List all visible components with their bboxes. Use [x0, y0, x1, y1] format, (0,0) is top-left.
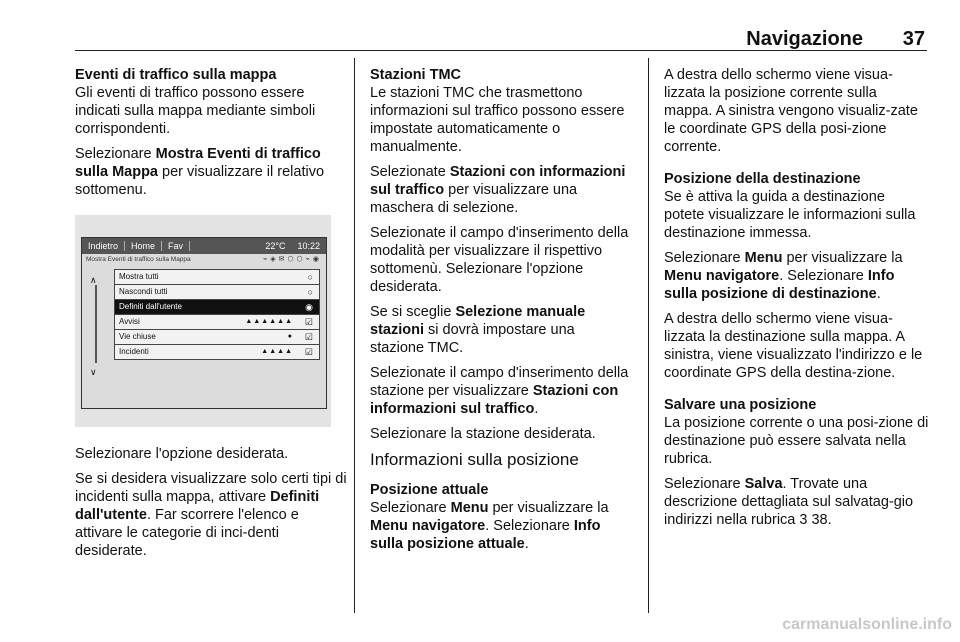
list-item[interactable]: Vie chiuse ● ☑	[114, 330, 320, 345]
page-reference-link[interactable]: 3 38.	[799, 512, 832, 528]
list-item[interactable]: Avvisi ▲▲▲▲▲▲ ☑	[114, 315, 320, 330]
screen-figure	[75, 215, 331, 427]
chevron-down-icon[interactable]: ∨	[90, 367, 97, 377]
paragraph: Selezionare Menu per visualizzare la Menu navigatore. Selezionare Info sulla posizione di destinazione.	[664, 250, 903, 302]
paragraph: Selezionate il campo d'inserimento della stazione per visualizzare Stazioni con informazioni sul traffico.	[370, 365, 629, 417]
column-2	[370, 66, 632, 560]
tab-indietro[interactable]: Indietro	[88, 241, 119, 251]
checkbox-icon: ☑	[304, 317, 313, 327]
checkbox-icon: ☑	[304, 332, 313, 342]
paragraph: Se si desidera visualizzare solo certi tipi di incidenti sulla mappa, attivare Definiti dall'utente. Far scorrere l'elenco e attivare le categorie di inci-denti desiderate.	[75, 471, 347, 559]
column-1	[75, 66, 350, 567]
infotainment-screen	[81, 237, 327, 409]
checkbox-icon: ☑	[304, 347, 313, 357]
watermark: carmanualsonline.info	[782, 616, 952, 633]
paragraph: A destra dello schermo viene visua-lizzata la posizione corrente sulla mappa. A sinistra vengono visualiz-zate le coordinate GPS della posi-zione corrente.	[664, 67, 918, 155]
list-item-selected[interactable]: Definiti dall'utente ◉	[114, 300, 320, 315]
tab-fav[interactable]: Fav	[168, 241, 184, 251]
paragraph: Selezionare Mostra Eventi di traffico sulla Mappa per visualizzare il relativo sottomenu.	[75, 146, 325, 198]
paragraph: Selezionare Menu per visualizzare la Menu navigatore. Selezionare Info sulla posizione attuale.	[370, 500, 609, 552]
paragraph: Selezionate Stazioni con informazioni sul traffico per visualizzare una maschera di selezione.	[370, 164, 626, 216]
paragraph: Selezionare la stazione desiderata.	[370, 426, 596, 442]
incident-icons: ▲▲▲▲	[261, 348, 293, 355]
radio-icon: ○	[307, 272, 313, 282]
screen-top-bar	[82, 238, 326, 254]
page-number: 37	[902, 28, 925, 50]
column-divider-2	[648, 58, 649, 613]
header-rule	[75, 50, 927, 51]
scrollbar[interactable]	[90, 271, 104, 381]
section-heading: Posizione della destinazione	[664, 171, 861, 187]
section-heading: Posizione attuale	[370, 482, 489, 498]
chapter-heading: Informazioni sulla posizione	[370, 450, 579, 469]
column-3	[664, 66, 929, 536]
temperature: 22°C	[265, 241, 286, 251]
clock: 10:22	[297, 241, 320, 251]
section-heading: Eventi di traffico sulla mappa	[75, 67, 277, 83]
warning-icons: ▲▲▲▲▲▲	[245, 318, 293, 325]
screen-subtitle: Mostra Eventi di traffico sulla Mappa ⌁◈✉⬡⬡⌁◉	[82, 254, 326, 266]
list-item[interactable]: Incidenti ▲▲▲▲ ☑	[114, 345, 320, 360]
radio-icon: ○	[307, 287, 313, 297]
paragraph: Selezionate il campo d'inserimento della modalità per visualizzare il rispettivo sottomenù. Selezionare l'opzione desiderata.	[370, 225, 629, 295]
paragraph: Le stazioni TMC che trasmettono informazioni sul traffico possono essere impostate automaticamente o manualmente.	[370, 85, 625, 155]
paragraph: A destra dello schermo viene visua-lizzata la destinazione sulla mappa. A sinistra, viene visualizzato l'indirizzo e le coordinate GPS della destina-zione.	[664, 311, 923, 381]
section-heading: Stazioni TMC	[370, 67, 462, 83]
list-item[interactable]: Nascondi tutti ○	[114, 285, 320, 300]
paragraph: Gli eventi di traffico possono essere indicati sulla mappa mediante simboli corrispondenti.	[75, 85, 316, 137]
tab-home[interactable]: Home	[131, 241, 156, 251]
status-icons: ⌁◈✉⬡⬡⌁◉	[262, 256, 322, 263]
menu-list	[114, 269, 320, 360]
radio-checked-icon: ◉	[305, 302, 313, 312]
column-divider-1	[354, 58, 355, 613]
list-item[interactable]: Mostra tutti ○	[114, 269, 320, 285]
paragraph: Selezionare l'opzione desiderata.	[75, 446, 289, 462]
paragraph: Se si sceglie Selezione manuale stazioni si dovrà impostare una stazione TMC.	[370, 304, 586, 356]
paragraph: Se è attiva la guida a destinazione potete visualizzare le informazioni sulla destinazione immessa.	[664, 189, 916, 241]
page-title: Navigazione	[746, 28, 863, 50]
page-header	[75, 22, 927, 50]
paragraph: La posizione corrente o una posi-zione di destinazione può essere salvata nella rubrica.	[664, 415, 929, 467]
paragraph: Selezionare Salva. Trovate una descrizione dettagliata sul salvatag-gio indirizzi nella rubrica 3 38.	[664, 476, 914, 528]
section-heading: Salvare una posizione	[664, 397, 817, 413]
chevron-up-icon[interactable]: ∧	[90, 275, 97, 285]
road-closed-icon: ●	[287, 333, 293, 340]
